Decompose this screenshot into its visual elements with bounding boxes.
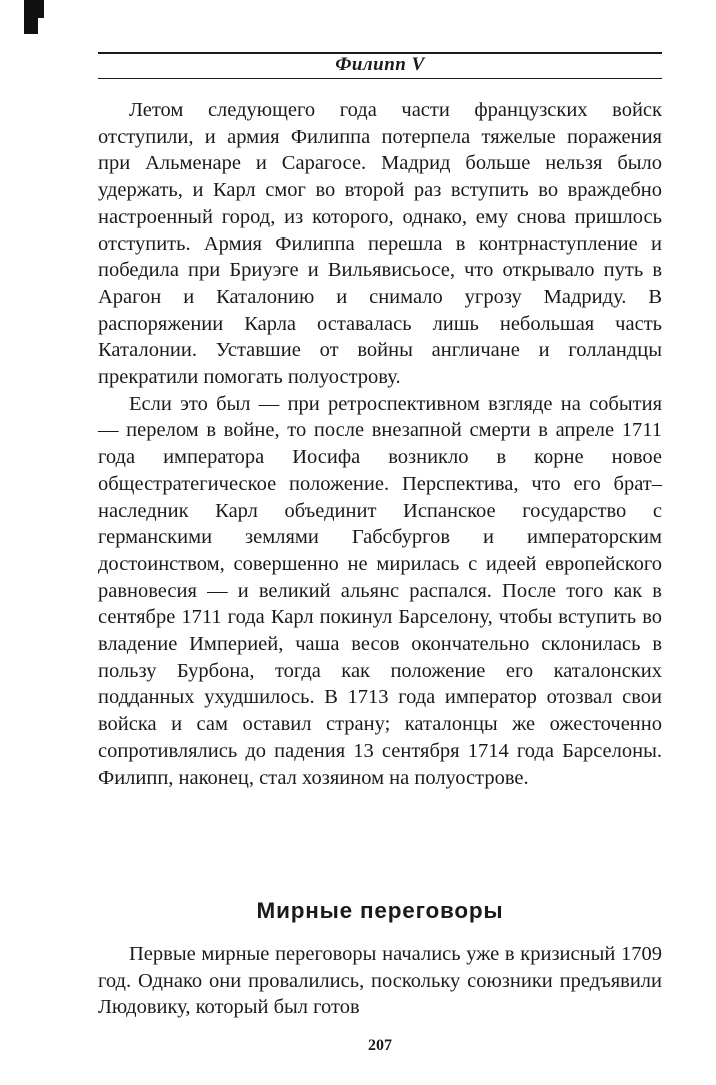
body-paragraph-1: Летом следующего года части французских войск отступили, и армия Филиппа потерпела тяжелые поражения при Альменаре и Сарагосе. Мадрид больше нельзя было удержать, и Карл смог во второй раз вступить во враждебно настроенный город, из которого, однако, ему снова пришлось отступить. Армия Филиппа перешла в контрнаступление и победила при Бриуэге и Вильявисьосе, что открывало путь в Арагон и Каталонию и снимало угрозу Мадриду. В распоряжении Карла оставалась лишь небольшая часть Каталонии. Уставшие от войны англичане и голландцы прекратили помогать полуострову. (98, 99, 662, 389)
body-paragraph-2: Если это был — при ретроспективном взгляде на события — перелом в войне, то после внезапной смерти в апреле 1711 года императора Иосифа возникло в корне новое общестратегическое положение. Перспектива, что его брат–наследник Карл объединит Испанское государство с германскими землями Габсбургов и императорским достоинством, совершенно не мирилась с идеей европейского равновесия — и великий альянс распался. После того как в сентябре 1711 года Карл покинул Барселону, чтобы вступить во владение Империей, чаша весов окончательно склонилась в пользу Бурбона, тогда как положение его каталонских подданных ухудшилось. В 1713 года император отозвал свои войска и сам оставил страну; каталонцы же ожесточенно сопротивлялись до падения 13 сентября 1714 года Барселоны. Филипп, наконец, стал хозяином на полуострове. (98, 392, 662, 789)
scan-corner-mark (24, 0, 38, 34)
section-text (98, 941, 662, 1021)
section-paragraph: Первые мирные переговоры начались уже в кризисный 1709 год. Однако они провалились, поскольку союзники предъявили Людовику, который был готов (98, 943, 662, 1019)
header-rule-bottom (98, 78, 662, 79)
page-number: 207 (368, 1037, 392, 1054)
section-heading: Мирные переговоры (256, 898, 504, 923)
body-text (98, 97, 662, 791)
running-title: Филипп V (335, 54, 425, 75)
running-header (98, 50, 662, 82)
